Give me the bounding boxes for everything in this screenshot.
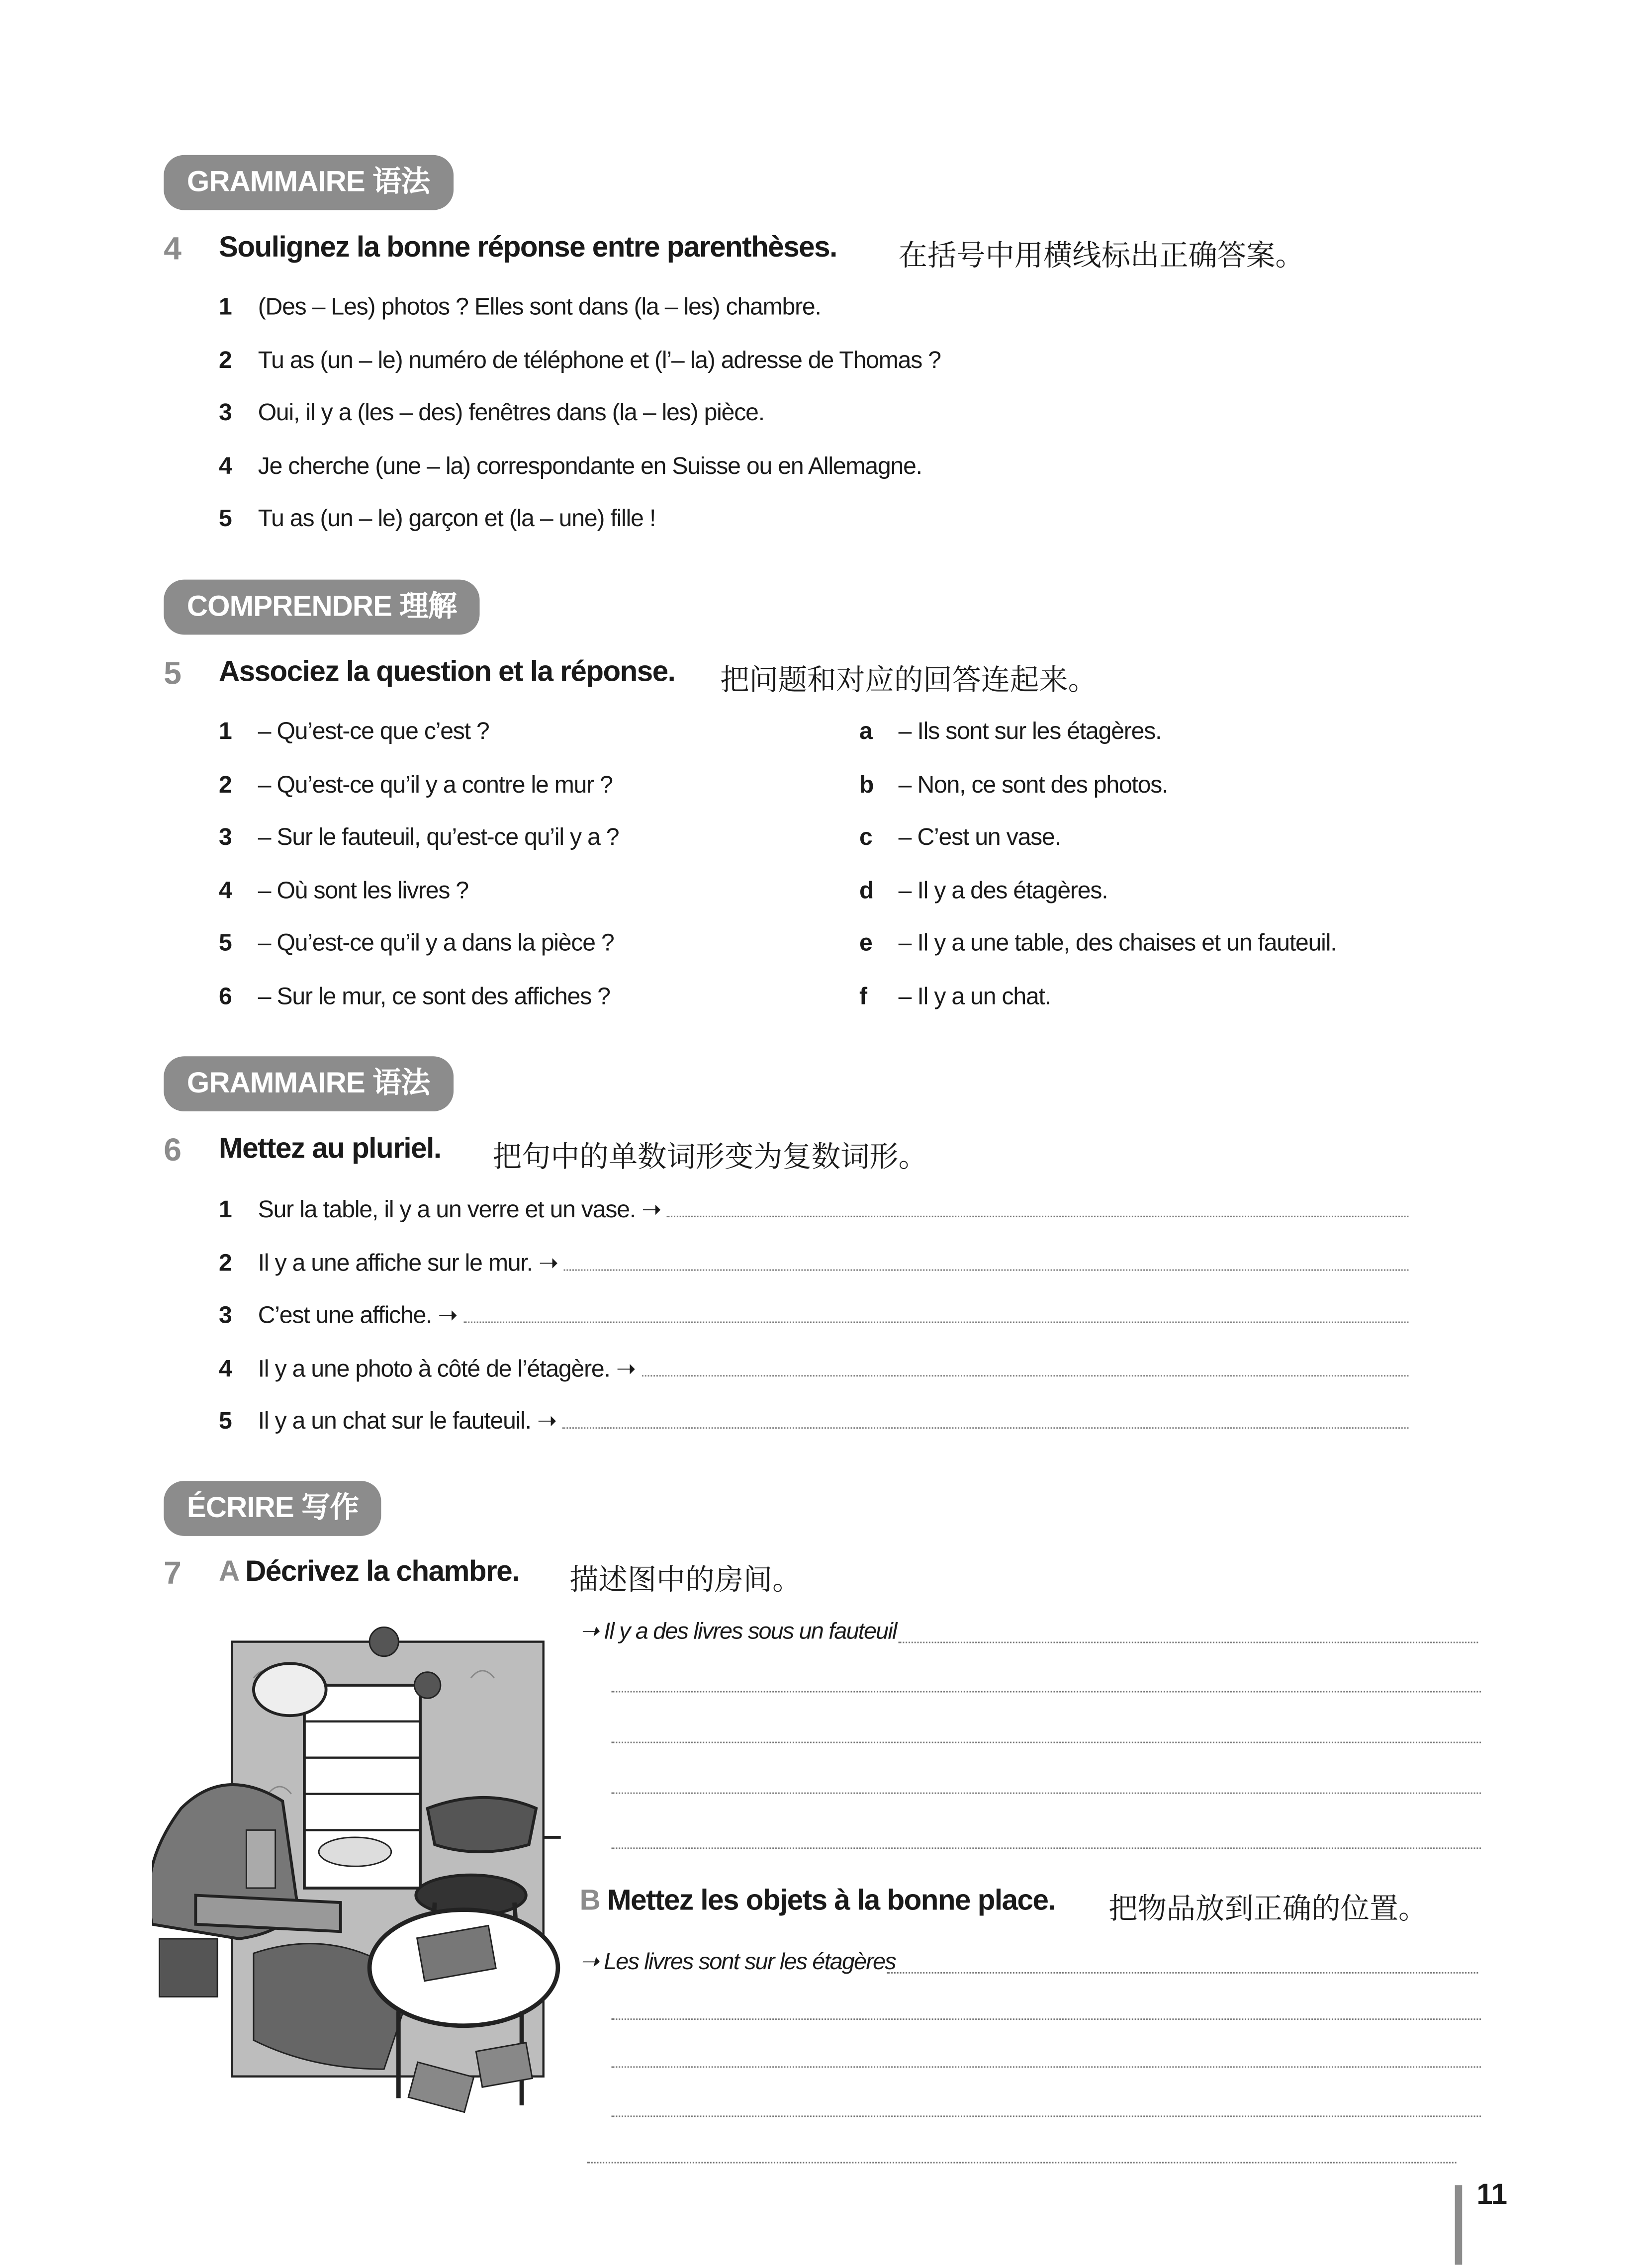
item-number: f: [859, 983, 867, 1009]
question-item: [219, 983, 610, 1010]
answer-line[interactable]: [887, 1972, 1478, 1974]
item-text: (Des – Les) photos ? Elles sont dans (la – les) chambre.: [258, 294, 821, 320]
item-text: – Il y a une table, des chaises et un fauteuil.: [898, 930, 1337, 957]
item-number: d: [859, 877, 874, 904]
list-item: [219, 1301, 1408, 1330]
item-number: 3: [219, 824, 232, 851]
item-text: Oui, il y a (les – des) fenêtres dans (la – les) pièce.: [258, 400, 764, 426]
item-number: 3: [219, 400, 232, 426]
item-text: – Où sont les livres ?: [258, 877, 469, 904]
item-text: Tu as (un – le) numéro de téléphone et (l’– la) adresse de Thomas ?: [258, 347, 941, 373]
list-item: [219, 347, 941, 374]
answer-line[interactable]: [612, 1793, 1481, 1794]
item-number: 1: [219, 1196, 232, 1223]
item-text: Il y a une affiche sur le mur. ➝: [258, 1250, 558, 1276]
item-text: Sur la table, il y a un verre et un vase. ➝: [258, 1196, 661, 1223]
question-item: [219, 824, 619, 852]
exercise-part-title: [580, 1885, 1056, 1918]
answer-line[interactable]: [612, 2066, 1481, 2068]
answer-line[interactable]: [562, 1413, 1409, 1429]
item-text: – Non, ce sont des photos.: [898, 771, 1168, 798]
list-item: [219, 1195, 1409, 1224]
exercise-number: 7: [164, 1554, 182, 1591]
answer-line[interactable]: [612, 1847, 1481, 1849]
exercise-part-title-zh: 把物品放到正确的位置。: [1108, 1894, 1428, 1926]
item-number: 2: [219, 1250, 232, 1276]
item-text: – C’est un vase.: [898, 824, 1061, 851]
item-number: 6: [219, 983, 232, 1009]
answer-item: [859, 824, 1061, 852]
list-item: [219, 506, 655, 533]
list-item: [219, 453, 922, 480]
part-letter: A: [219, 1556, 238, 1588]
answer-line[interactable]: [612, 1691, 1481, 1693]
question-item: [219, 719, 489, 746]
section-badge-grammaire: GRAMMAIRE 语法: [164, 155, 453, 210]
item-number: 5: [219, 1408, 232, 1435]
exercise-part-title: [219, 1556, 519, 1590]
item-number: 4: [219, 1356, 232, 1382]
item-text: – Qu’est-ce que c’est ?: [258, 719, 489, 745]
room-illustration: [152, 1620, 572, 2127]
answer-item: [859, 772, 1168, 799]
exercise-number: 4: [164, 230, 182, 267]
item-number: 4: [219, 453, 232, 479]
item-text: Je cherche (une – la) correspondante en Suisse ou en Allemagne.: [258, 453, 922, 479]
answer-line[interactable]: [667, 1201, 1409, 1217]
item-number: 5: [219, 505, 232, 532]
section-badge-comprendre: COMPRENDRE 理解: [164, 580, 480, 635]
list-item: [219, 1354, 1408, 1383]
exercise-number: 6: [164, 1131, 182, 1168]
answer-line[interactable]: [463, 1307, 1408, 1323]
question-item: [219, 772, 613, 799]
item-text: – Sur le mur, ce sont des affiches ?: [258, 983, 610, 1009]
item-text: Tu as (un – le) garçon et (la – une) fille !: [258, 505, 656, 532]
item-text: – Qu’est-ce qu’il y a dans la pièce ?: [258, 930, 614, 957]
exercise-part-title-zh: 描述图中的房间。: [569, 1565, 802, 1597]
exercise-title-zh: 把句中的单数词形变为复数词形。: [492, 1142, 927, 1174]
item-number: 4: [219, 877, 232, 904]
part-title-text: Décrivez la chambre.: [245, 1556, 519, 1588]
answer-line[interactable]: [612, 1742, 1481, 1743]
answer-line[interactable]: [642, 1360, 1408, 1376]
item-number: 2: [219, 771, 232, 798]
answer-line[interactable]: [612, 2018, 1481, 2020]
answer-item: [859, 877, 1107, 905]
list-item: [219, 1407, 1409, 1436]
answer-line[interactable]: [564, 1254, 1409, 1270]
item-text: C’est une affiche. ➝: [258, 1302, 458, 1329]
answer-line[interactable]: [612, 2115, 1481, 2117]
exercise-title-zh: 在括号中用横线标出正确答案。: [898, 240, 1304, 272]
exercise-title: Soulignez la bonne réponse entre parenthèses.: [219, 232, 837, 264]
answer-item: [859, 930, 1336, 958]
answer-line[interactable]: [899, 1642, 1478, 1643]
list-item: [219, 1248, 1409, 1277]
list-item: [219, 294, 821, 322]
item-number: 1: [219, 294, 232, 320]
item-number: 3: [219, 1302, 232, 1329]
part-title-text: Mettez les objets à la bonne place.: [607, 1885, 1056, 1917]
question-item: [219, 877, 468, 905]
exercise-title: Associez la question et la réponse.: [219, 656, 675, 689]
answer-item: [859, 983, 1051, 1010]
answer-item: [859, 719, 1161, 746]
item-text: Il y a un chat sur le fauteuil. ➝: [258, 1408, 557, 1435]
example-answer-b: ➝ Les livres sont sur les étagères: [579, 1950, 896, 1975]
item-number: 1: [219, 719, 232, 745]
item-number: b: [859, 771, 874, 798]
item-text: – Il y a des étagères.: [898, 877, 1108, 904]
item-number: 5: [219, 930, 232, 957]
page-number: 11: [1476, 2179, 1508, 2211]
item-text: – Qu’est-ce qu’il y a contre le mur ?: [258, 771, 613, 798]
exercise-number: 5: [164, 655, 182, 691]
item-number: a: [859, 719, 872, 745]
example-answer-a: ➝ Il y a des livres sous un fauteuil: [579, 1620, 897, 1645]
item-text: – Ils sont sur les étagères.: [898, 719, 1162, 745]
exercise-title-zh: 把问题和对应的回答连起来。: [720, 665, 1097, 697]
section-badge-grammaire: GRAMMAIRE 语法: [164, 1056, 453, 1111]
page-number-bar: [1455, 2185, 1463, 2265]
answer-line[interactable]: [587, 2162, 1456, 2164]
item-number: e: [859, 930, 872, 957]
item-text: Il y a une photo à côté de l’étagère. ➝: [258, 1356, 636, 1382]
part-letter: B: [579, 1885, 600, 1917]
item-number: 2: [219, 347, 232, 373]
list-item: [219, 400, 764, 427]
item-text: – Il y a un chat.: [898, 983, 1051, 1009]
item-text: – Sur le fauteuil, qu’est-ce qu’il y a ?: [258, 824, 619, 851]
question-item: [219, 930, 614, 958]
section-badge-ecrire: ÉCRIRE 写作: [164, 1481, 381, 1536]
item-number: c: [859, 824, 872, 851]
exercise-title: Mettez au pluriel.: [219, 1133, 441, 1165]
